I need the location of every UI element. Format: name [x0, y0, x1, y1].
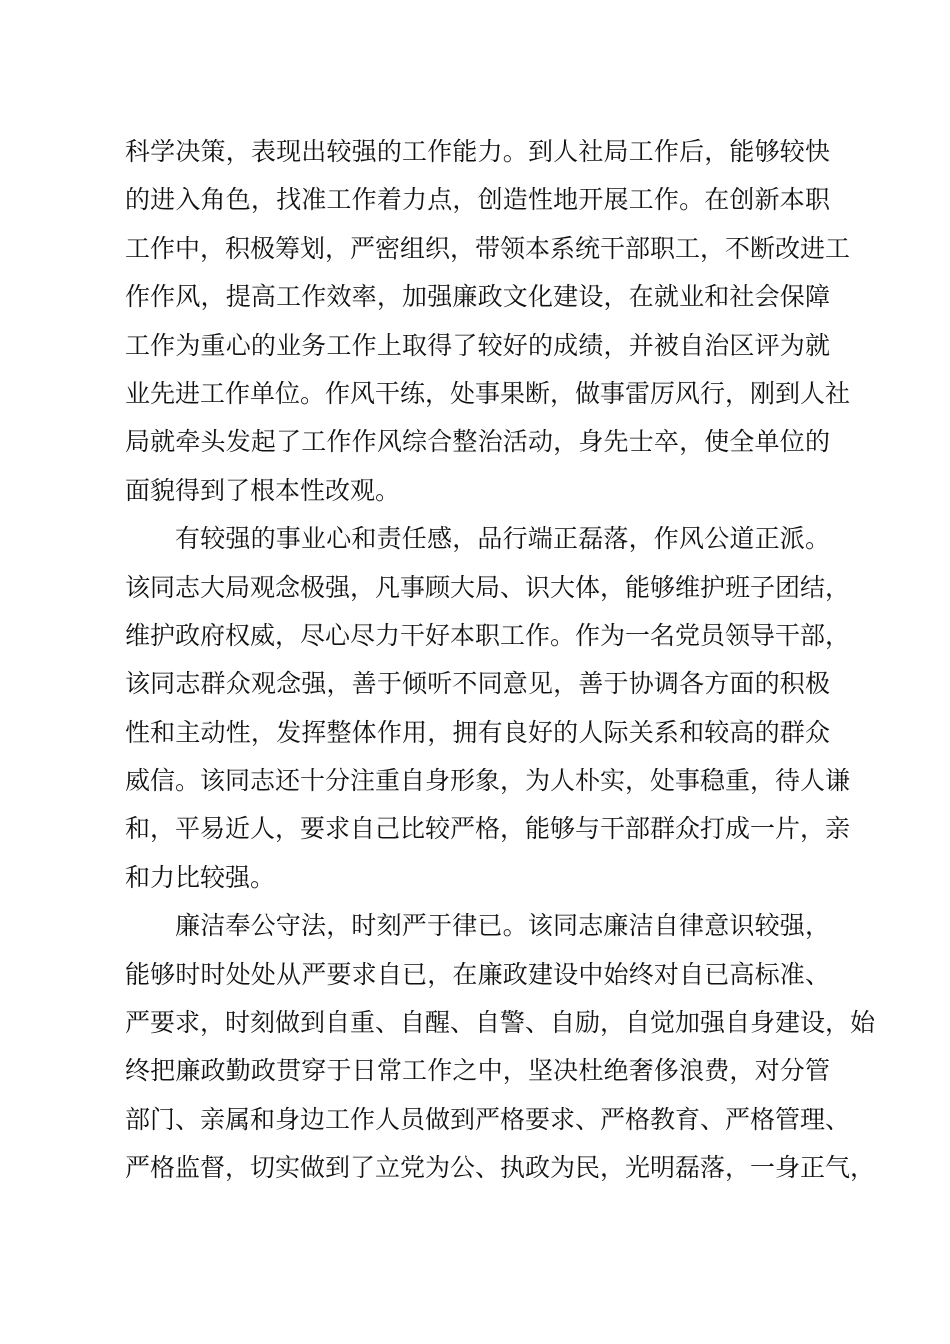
- text-line: 科学决策，表现出较强的工作能力。到人社局工作后，能够较快: [125, 137, 830, 166]
- text-line: 有较强的事业心和责任感，品行端正磊落，作风公道正派。: [175, 524, 830, 554]
- text-line: 业先进工作单位。作风干练，处事果断，做事雷厉风行，刚到人社: [125, 378, 851, 408]
- text-line: 作作风，提高工作效率，加强廉政文化建设，在就业和社会保障: [125, 282, 830, 312]
- text-line: 和力比较强。: [125, 862, 276, 892]
- text-line: 面貌得到了根本性改观。: [125, 475, 401, 505]
- text-line: 性和主动性，发挥整体作用，拥有良好的人际关系和较高的群众: [125, 717, 830, 747]
- text-line: 该同志群众观念强，善于倾听不同意见，善于协调各方面的积极: [125, 669, 830, 699]
- text-line: 严格监督，切实做到了立党为公、执政为民，光明磊落，一身正气，: [125, 1153, 876, 1183]
- document-body: [125, 128, 876, 1193]
- text-line: 的进入角色，找准工作着力点，创造性地开展工作。在创新本职: [125, 185, 830, 215]
- paragraph: [125, 515, 851, 902]
- text-line: 和，平易近人，要求自己比较严格，能够与干部群众打成一片，亲: [125, 814, 851, 844]
- text-line: 威信。该同志还十分注重自身形象，为人朴实，处事稳重，待人谦: [125, 766, 851, 796]
- text-line: 能够时时处处从严要求自已，在廉政建设中始终对自已高标准、: [125, 959, 830, 989]
- text-line: 维护政府权威，尽心尽力干好本职工作。作为一名党员领导干部，: [125, 620, 851, 650]
- text-line: 廉洁奉公守法，时刻严于律已。该同志廉洁自律意识较强，: [175, 911, 830, 941]
- text-line: 部门、亲属和身边工作人员做到严格要求、严格教育、严格管理、: [125, 1104, 851, 1134]
- text-line: 严要求，时刻做到自重、自醒、自警、自励，自觉加强自身建设，始: [125, 1008, 876, 1038]
- text-line: 终把廉政勤政贯穿于日常工作之中，坚决杜绝奢侈浪费，对分管: [125, 1056, 830, 1086]
- text-line: 局就牵头发起了工作作风综合整治活动，身先士卒，使全单位的: [125, 427, 830, 457]
- text-line: 工作中，积极筹划，严密组织，带领本系统干部职工，不断改进工: [125, 233, 851, 263]
- text-line: 工作为重心的业务工作上取得了较好的成绩，并被自治区评为就: [125, 330, 830, 360]
- paragraph: [125, 128, 851, 515]
- paragraph: [125, 902, 876, 1192]
- text-line: 该同志大局观念极强，凡事顾大局、识大体，能够维护班子团结，: [125, 572, 851, 602]
